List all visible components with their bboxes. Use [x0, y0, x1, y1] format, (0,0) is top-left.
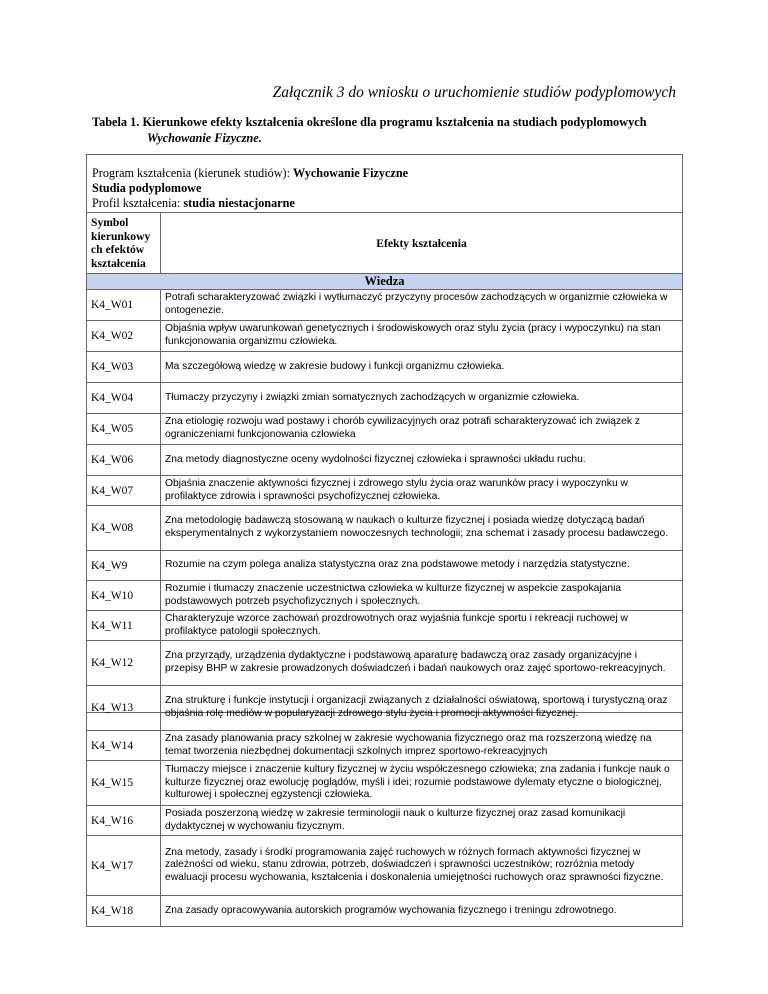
table-row [87, 383, 683, 414]
table-header-row [87, 213, 683, 274]
effect-description: Tłumaczy miejsce i znaczenie kultury fizycznej w życiu współczesnego człowieka; zna zadania i funkcje nauk o kulturze fizycznej oraz ewolucję poglądów, myśli i idei; rozumie podstawowe dylematy etyczne o biologicznej, kulturowej i społecznej egzystencji człowieka. [161, 761, 683, 806]
effect-description: Objaśnia znaczenie aktywności fizycznej i zdrowego stylu życia oraz warunków pracy i wypoczynku w profilaktyce zdrowia i sprawności psychofizycznej człowieka. [161, 476, 683, 506]
table-row [87, 352, 683, 383]
profile-label: Profil kształcenia: [92, 196, 184, 210]
effect-description: Posiada poszerzoną wiedzę w zakresie terminologii nauk o kulturze fizycznej oraz zasad komunikacji dydaktycznej w wychowaniu fizycznym. [161, 806, 683, 836]
table-row [87, 506, 683, 551]
effect-symbol: K4_W02 [87, 321, 161, 352]
effect-description: Zna etiologię rozwoju wad postawy i chorób cywilizacyjnych oraz potrafi scharakteryzować ich związek z ograniczeniami funkcjonowania człowieka [161, 414, 683, 445]
table-caption [92, 114, 692, 146]
effect-description: Rozumie na czym polega analiza statystyczna oraz zna podstawowe metody i narzędzia statystyczne. [161, 551, 683, 581]
caption-line-2 [92, 130, 692, 146]
effect-symbol: K4_W03 [87, 352, 161, 383]
program-info [92, 166, 408, 211]
effect-description: Zna zasady planowania pracy szkolnej w zakresie wychowania fizycznego oraz ma rozszerzoną wiedzę na temat tworzenia niezbędnej dokumentacji szkolnych imprez sportowo-rekreacyjnych [161, 731, 683, 761]
effect-symbol: K4_W08 [87, 506, 161, 551]
table-row [87, 414, 683, 445]
effect-symbol: K4_W17 [87, 836, 161, 896]
effect-symbol: K4_W07 [87, 476, 161, 506]
table-row [87, 641, 683, 686]
table-row [87, 611, 683, 641]
table-row [87, 445, 683, 476]
effect-symbol: K4_W14 [87, 731, 161, 761]
section-row [87, 274, 683, 290]
effects-table [86, 212, 683, 927]
effect-description: Objaśnia wpływ uwarunkowań genetycznych i środowiskowych oraz stylu życia (pracy i wypoczynku) na stan funkcjonowania organizmu człowieka. [161, 321, 683, 352]
table-row [87, 476, 683, 506]
table-row [87, 896, 683, 927]
effect-description: Zna zasady opracowywania autorskich programów wychowania fizycznego i treningu zdrowotnego. [161, 896, 683, 927]
caption-line-1: Tabela 1. Kierunkowe efekty kształcenia określone dla programu kształcenia na studiach podyplomowych [92, 115, 647, 129]
effect-symbol: K4_W15 [87, 761, 161, 806]
effect-description: Tłumaczy przyczyny i związki zmian somatycznych zachodzących w organizmie człowieka. [161, 383, 683, 414]
effect-description: Zna strukturę i funkcje instytucji i organizacji związanych z działalności oświatową, sportową i turystyczną oraz objaśnia rolę mediów w popularyzacji zdrowego stylu życia i promocji aktywności fizycznej. [161, 686, 683, 731]
header-symbol: Symbol kierunkowy ch efektów kształcenia [87, 213, 161, 274]
header-effects: Efekty kształcenia [161, 213, 683, 274]
study-type: Studia podyplomowe [92, 181, 202, 195]
program-label: Program kształcenia (kierunek studiów): [92, 166, 294, 180]
table-row [87, 551, 683, 581]
table-row [87, 290, 683, 321]
program-line-1 [92, 166, 408, 181]
effect-symbol: K4_W11 [87, 611, 161, 641]
effect-symbol: K4_W06 [87, 445, 161, 476]
effect-symbol: K4_W9 [87, 551, 161, 581]
effect-symbol: K4_W10 [87, 581, 161, 611]
attachment-note: Załącznik 3 do wniosku o uruchomienie studiów podyplomowych [272, 84, 676, 101]
effect-description: Charakteryzuje wzorce zachowań prozdrowotnych oraz wyjaśnia funkcje sportu i rekreacji ruchowej w profilaktyce patologii społecznych. [161, 611, 683, 641]
program-value: Wychowanie Fizyczne [293, 166, 409, 180]
table-row [87, 731, 683, 761]
effect-symbol: K4_W04 [87, 383, 161, 414]
effect-description: Zna metody diagnostyczne oceny wydolności fizycznej człowieka i sprawności układu ruchu. [161, 445, 683, 476]
table-row [87, 321, 683, 352]
section-title: Wiedza [87, 274, 683, 290]
effect-symbol: K4_W16 [87, 806, 161, 836]
table-row [87, 581, 683, 611]
effect-description: Rozumie i tłumaczy znaczenie uczestnictwa człowieka w kulturze fizycznej w aspekcie zaspokajania podstawowych potrzeb psychofizycznych i społecznych. [161, 581, 683, 611]
effect-symbol: K4_W18 [87, 896, 161, 927]
effect-description: Zna metody, zasady i środki programowania zajęć ruchowych w różnych formach aktywności fizycznej w zależności od wieku, stanu zdrowia, potrzeb, doświadczeń i sprawności uczestników; rozróżnia metody ewaluacji procesu wychowania, kształcenia i doskonalenia umiejętności ruchowych oraz sprawności fizyczne. [161, 836, 683, 896]
table-row [87, 836, 683, 896]
effect-description: Zna przyrządy, urządzenia dydaktyczne i podstawową aparaturę badawczą oraz zasady organizacyjne i przepisy BHP w zakresie prowadzonych doświadczeń i badań naukowych oraz zajęć sportowo-rekreacyjnych. [161, 641, 683, 686]
effect-description: Potrafi scharakteryzować związki i wytłumaczyć przyczyny procesów zachodzących w organizmie człowieka w ontogenezie. [161, 290, 683, 321]
effect-symbol: K4_W01 [87, 290, 161, 321]
table-row [87, 686, 683, 731]
caption-program-name: Wychowanie Fizyczne. [147, 131, 262, 145]
effect-symbol: K4_W05 [87, 414, 161, 445]
profile-value: studia niestacjonarne [183, 196, 295, 210]
effect-symbol: K4_W12 [87, 641, 161, 686]
program-line-2 [92, 181, 408, 196]
effect-description: Ma szczegółową wiedzę w zakresie budowy i funkcji organizmu człowieka. [161, 352, 683, 383]
effect-symbol: K4_W13 [87, 686, 161, 731]
table-row [87, 761, 683, 806]
effect-description: Zna metodologię badawczą stosowaną w naukach o kulturze fizycznej i posiada wiedzę dotyczącą badań eksperymentalnych z wykorzystaniem nowoczesnych technologii; zna schemat i zasady procesu badawczego. [161, 506, 683, 551]
table-row [87, 806, 683, 836]
program-line-3 [92, 196, 408, 211]
